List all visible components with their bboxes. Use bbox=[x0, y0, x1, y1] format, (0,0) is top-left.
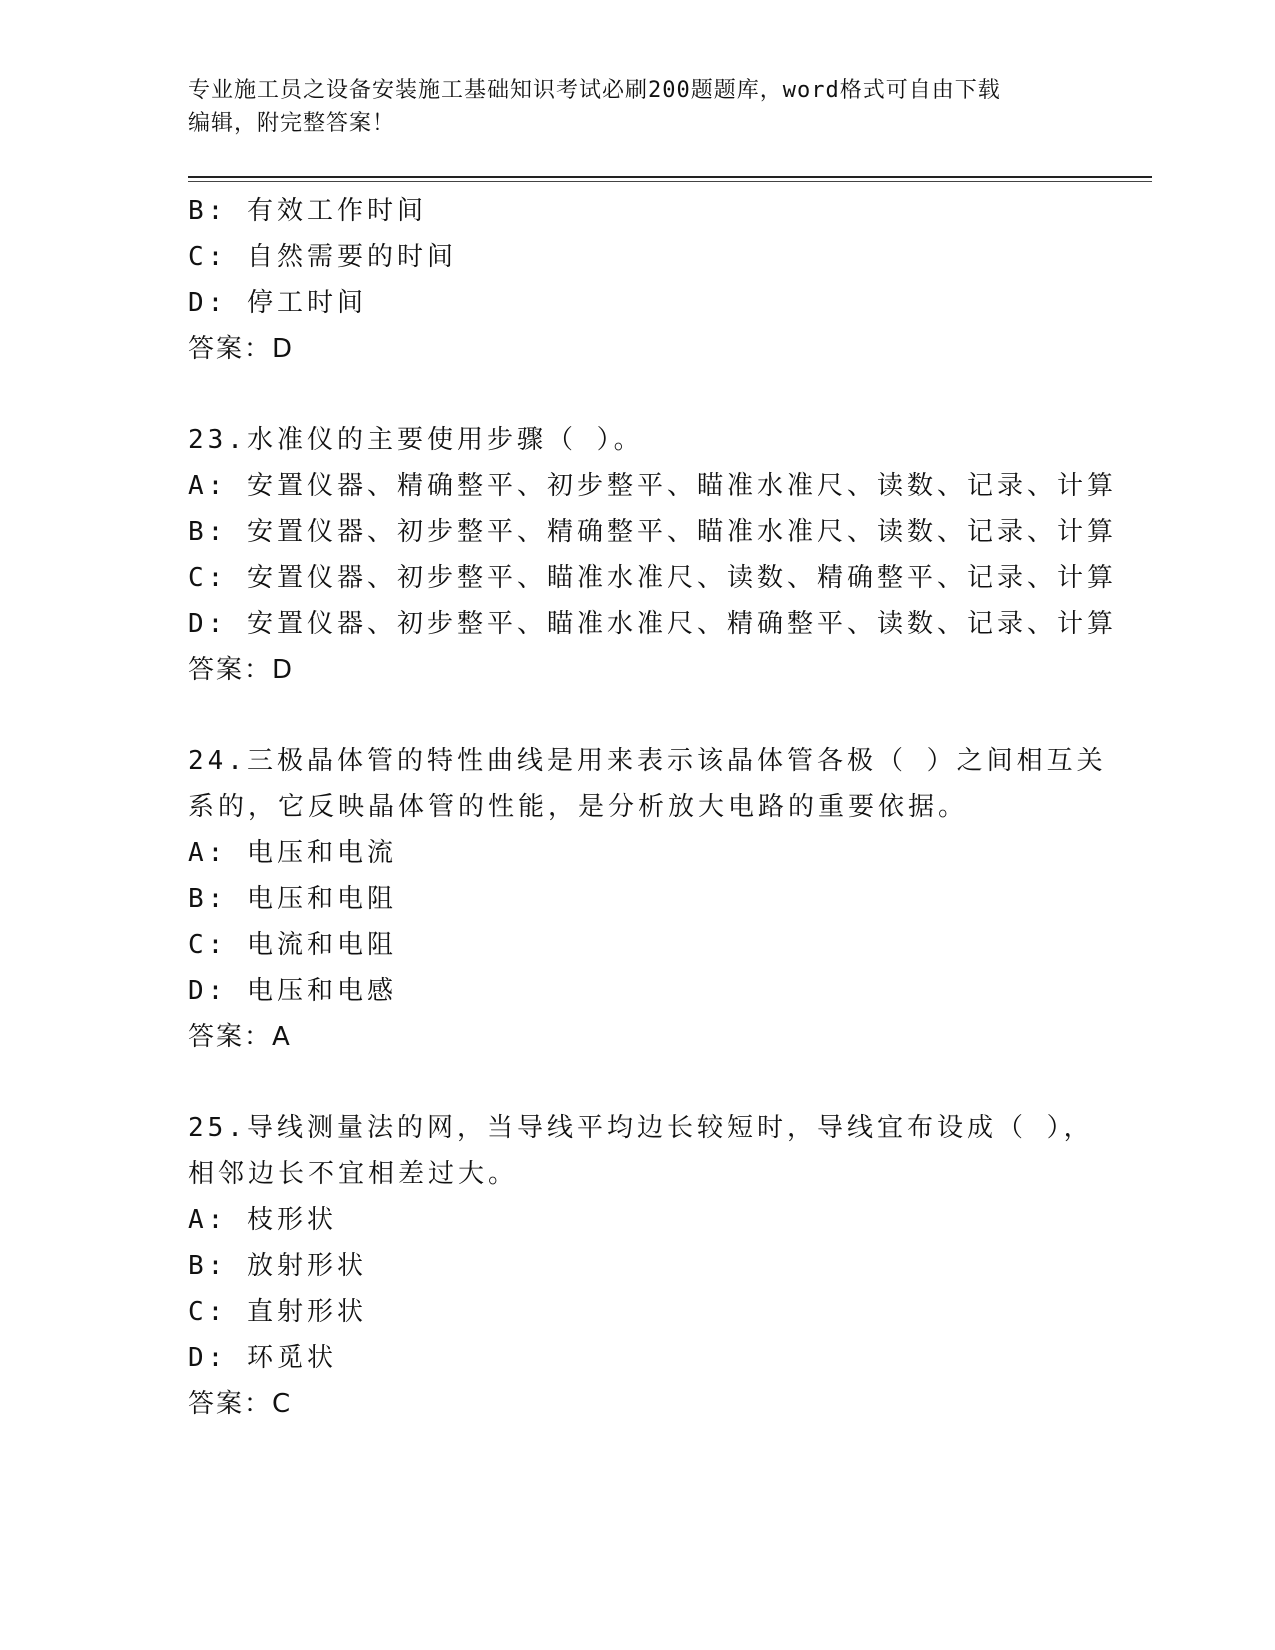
header-divider-thick bbox=[188, 176, 1152, 178]
option-c: C: 自然需要的时间 bbox=[188, 242, 457, 272]
option-b: B: 有效工作时间 bbox=[188, 196, 427, 226]
question-25 bbox=[188, 1105, 1094, 1427]
option-a: A: 枝形状 bbox=[188, 1205, 337, 1235]
question-text-line-2: 相邻边长不宜相差过大。 bbox=[188, 1159, 519, 1189]
answer-line: 答案：A bbox=[188, 1022, 292, 1052]
carryover-question-block bbox=[188, 188, 1088, 372]
header-title-line-1: 专业施工员之设备安装施工基础知识考试必刷200题题库，word格式可自由下载 bbox=[188, 78, 1001, 103]
header-title-line-2: 编辑，附完整答案！ bbox=[188, 111, 396, 136]
question-23 bbox=[188, 417, 1117, 693]
question-text-line-1: 25.导线测量法的网，当导线平均边长较短时，导线宜布设成（ ）， bbox=[188, 1113, 1094, 1143]
option-d: D: 停工时间 bbox=[188, 288, 367, 318]
option-b: B: 安置仪器、初步整平、精确整平、瞄准水准尺、读数、记录、计算 bbox=[188, 517, 1117, 547]
option-c: C: 电流和电阻 bbox=[188, 930, 397, 960]
option-a: A: 安置仪器、精确整平、初步整平、瞄准水准尺、读数、记录、计算 bbox=[188, 471, 1117, 501]
question-text-line-2: 系的，它反映晶体管的性能，是分析放大电路的重要依据。 bbox=[188, 792, 969, 822]
question-24 bbox=[188, 738, 1107, 1060]
option-a: A: 电压和电流 bbox=[188, 838, 397, 868]
answer-line: 答案：C bbox=[188, 1389, 293, 1419]
page-header bbox=[188, 74, 1068, 140]
option-c: C: 直射形状 bbox=[188, 1297, 367, 1327]
option-b: B: 电压和电阻 bbox=[188, 884, 397, 914]
answer-line: 答案：D bbox=[188, 334, 295, 364]
option-d: D: 环觅状 bbox=[188, 1343, 337, 1373]
option-b: B: 放射形状 bbox=[188, 1251, 367, 1281]
option-c: C: 安置仪器、初步整平、瞄准水准尺、读数、精确整平、记录、计算 bbox=[188, 563, 1117, 593]
option-d: D: 电压和电感 bbox=[188, 976, 397, 1006]
question-content bbox=[188, 188, 1117, 1427]
question-text-line-1: 24.三极晶体管的特性曲线是用来表示该晶体管各极（ ）之间相互关 bbox=[188, 746, 1107, 776]
answer-line: 答案：D bbox=[188, 655, 295, 685]
option-d: D: 安置仪器、初步整平、瞄准水准尺、精确整平、读数、记录、计算 bbox=[188, 609, 1117, 639]
question-text: 23.水准仪的主要使用步骤（ ）。 bbox=[188, 425, 644, 455]
header-divider-thin bbox=[188, 181, 1152, 182]
